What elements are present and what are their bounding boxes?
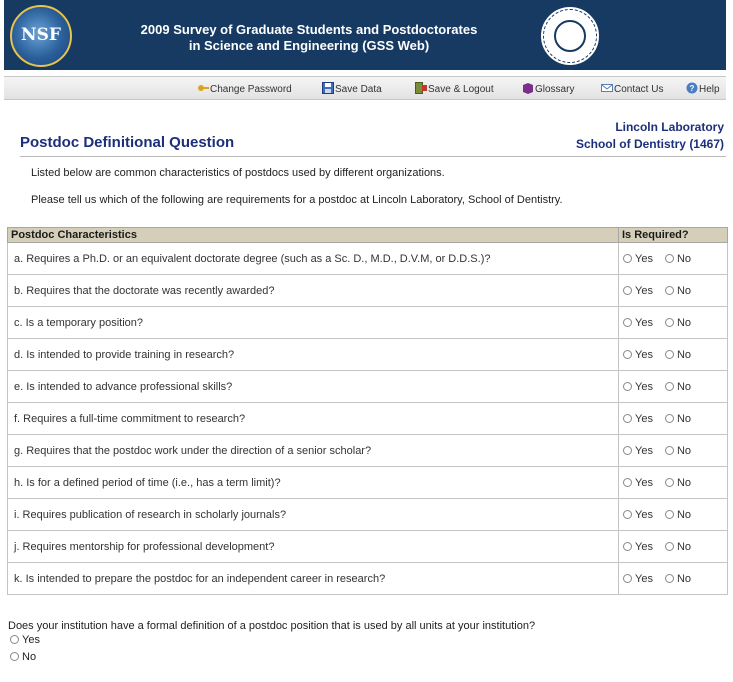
yes-radio[interactable] (623, 446, 632, 455)
required-cell (619, 403, 728, 435)
book-icon (522, 82, 534, 94)
table-row (8, 499, 728, 531)
yes-label: Yes (635, 380, 653, 393)
table-header-row (8, 228, 728, 243)
table-row (8, 371, 728, 403)
yes-radio[interactable] (623, 478, 632, 487)
column-header-required: Is Required? (619, 228, 728, 243)
yes-radio[interactable] (623, 318, 632, 327)
no-radio[interactable] (665, 318, 674, 327)
yes-label: Yes (635, 572, 653, 585)
no-label: No (676, 380, 692, 393)
table-row (8, 275, 728, 307)
yes-label: Yes (635, 284, 653, 297)
required-cell (619, 499, 728, 531)
characteristic-text: i. Requires publication of research in scholarly journals? (8, 499, 619, 531)
no-label: No (676, 284, 692, 297)
no-radio[interactable] (665, 382, 674, 391)
no-label: No (676, 444, 692, 457)
required-cell (619, 467, 728, 499)
nih-logo-emblem (554, 20, 586, 52)
survey-title-line2: in Science and Engineering (GSS Web) (188, 38, 430, 53)
characteristic-text: c. Is a temporary position? (8, 307, 619, 339)
yes-radio[interactable] (623, 286, 632, 295)
no-label: No (676, 540, 692, 553)
no-radio[interactable] (665, 510, 674, 519)
required-cell (619, 339, 728, 371)
required-cell (619, 243, 728, 275)
characteristic-text: j. Requires mentorship for professional development? (8, 531, 619, 563)
nsf-logo (10, 5, 72, 67)
no-radio[interactable] (665, 350, 674, 359)
organization-name: Lincoln Laboratory (615, 120, 724, 134)
yes-radio[interactable] (623, 414, 632, 423)
no-radio[interactable] (665, 574, 674, 583)
no-radio[interactable] (665, 478, 674, 487)
no-label: No (676, 316, 692, 329)
yes-label: Yes (635, 412, 653, 425)
glossary-label: Glossary (535, 84, 575, 95)
help-link[interactable] (686, 82, 720, 96)
table-row (8, 563, 728, 595)
save-data-label: Save Data (335, 84, 382, 95)
yes-label: Yes (635, 476, 653, 489)
help-label: Help (699, 84, 720, 95)
table-row (8, 531, 728, 563)
formal-definition-yes-radio[interactable] (10, 635, 19, 644)
no-radio[interactable] (665, 286, 674, 295)
formal-definition-yes-label: Yes (22, 634, 40, 646)
characteristic-text: d. Is intended to provide training in research? (8, 339, 619, 371)
save-logout-icon (415, 82, 427, 94)
envelope-icon (601, 82, 613, 94)
yes-radio[interactable] (623, 574, 632, 583)
required-cell (619, 435, 728, 467)
formal-definition-question: Does your institution have a formal definition of a postdoc position that is used by all units at your institution? (8, 620, 536, 632)
floppy-disk-icon (322, 82, 334, 94)
help-icon (686, 82, 698, 94)
yes-radio[interactable] (623, 382, 632, 391)
yes-label: Yes (635, 444, 653, 457)
save-logout-label: Save & Logout (428, 84, 494, 95)
yes-radio[interactable] (623, 510, 632, 519)
yes-label: Yes (635, 316, 653, 329)
formal-definition-no-option[interactable] (10, 651, 48, 663)
formal-definition-no-radio[interactable] (10, 652, 19, 661)
yes-radio[interactable] (623, 254, 632, 263)
change-password-link[interactable] (197, 82, 292, 96)
characteristic-text: g. Requires that the postdoc work under the direction of a senior scholar? (8, 435, 619, 467)
change-password-label: Change Password (210, 84, 292, 95)
instruction-text: Please tell us which of the following are requirements for a postdoc at Lincoln Laboratory, School of Dentistry. (31, 194, 563, 206)
no-radio[interactable] (665, 414, 674, 423)
no-label: No (676, 252, 692, 265)
table-row (8, 467, 728, 499)
no-label: No (676, 508, 692, 521)
save-logout-link[interactable] (415, 82, 494, 96)
page-title: Postdoc Definitional Question (20, 134, 235, 151)
yes-label: Yes (635, 508, 653, 521)
formal-definition-yes-option[interactable] (10, 634, 52, 646)
yes-radio[interactable] (623, 542, 632, 551)
title-divider (20, 156, 726, 157)
yes-label: Yes (635, 252, 653, 265)
survey-title (104, 22, 514, 54)
required-cell (619, 563, 728, 595)
no-radio[interactable] (665, 542, 674, 551)
characteristic-text: b. Requires that the doctorate was recently awarded? (8, 275, 619, 307)
characteristic-text: f. Requires a full-time commitment to research? (8, 403, 619, 435)
required-cell (619, 371, 728, 403)
no-radio[interactable] (665, 254, 674, 263)
contact-us-label: Contact Us (614, 84, 664, 95)
characteristic-text: e. Is intended to advance professional skills? (8, 371, 619, 403)
table-row (8, 339, 728, 371)
no-label: No (676, 348, 692, 361)
characteristic-text: a. Requires a Ph.D. or an equivalent doctorate degree (such as a Sc. D., M.D., D.V.M, or D.D.S.)? (8, 243, 619, 275)
required-cell (619, 275, 728, 307)
no-radio[interactable] (665, 446, 674, 455)
characteristic-text: k. Is intended to prepare the postdoc for an independent career in research? (8, 563, 619, 595)
svg-text:?: ? (689, 84, 695, 93)
table-row (8, 403, 728, 435)
required-cell (619, 531, 728, 563)
no-label: No (676, 412, 692, 425)
nih-logo (539, 5, 601, 67)
column-header-characteristics: Postdoc Characteristics (8, 228, 619, 243)
toolbar (4, 76, 726, 100)
yes-label: Yes (635, 348, 653, 361)
no-label: No (676, 572, 692, 585)
glossary-link[interactable] (522, 82, 574, 96)
characteristic-text: h. Is for a defined period of time (i.e., has a term limit)? (8, 467, 619, 499)
header-banner (4, 0, 726, 70)
key-icon (197, 82, 209, 94)
table-row (8, 243, 728, 275)
no-label: No (676, 476, 692, 489)
organization-unit: School of Dentistry (1467) (575, 137, 724, 151)
table-body (8, 243, 728, 595)
nsf-logo-text: NSF (21, 25, 61, 45)
yes-radio[interactable] (623, 350, 632, 359)
survey-title-line1: 2009 Survey of Graduate Students and Postdoctorates (140, 22, 478, 37)
table-row (8, 435, 728, 467)
formal-definition-no-label: No (22, 651, 37, 663)
contact-us-link[interactable] (601, 82, 663, 96)
save-data-link[interactable] (322, 82, 382, 96)
intro-text: Listed below are common characteristics of postdocs used by different organizations. (31, 167, 445, 179)
yes-label: Yes (635, 540, 653, 553)
table-row (8, 307, 728, 339)
required-cell (619, 307, 728, 339)
characteristics-table (7, 227, 728, 595)
